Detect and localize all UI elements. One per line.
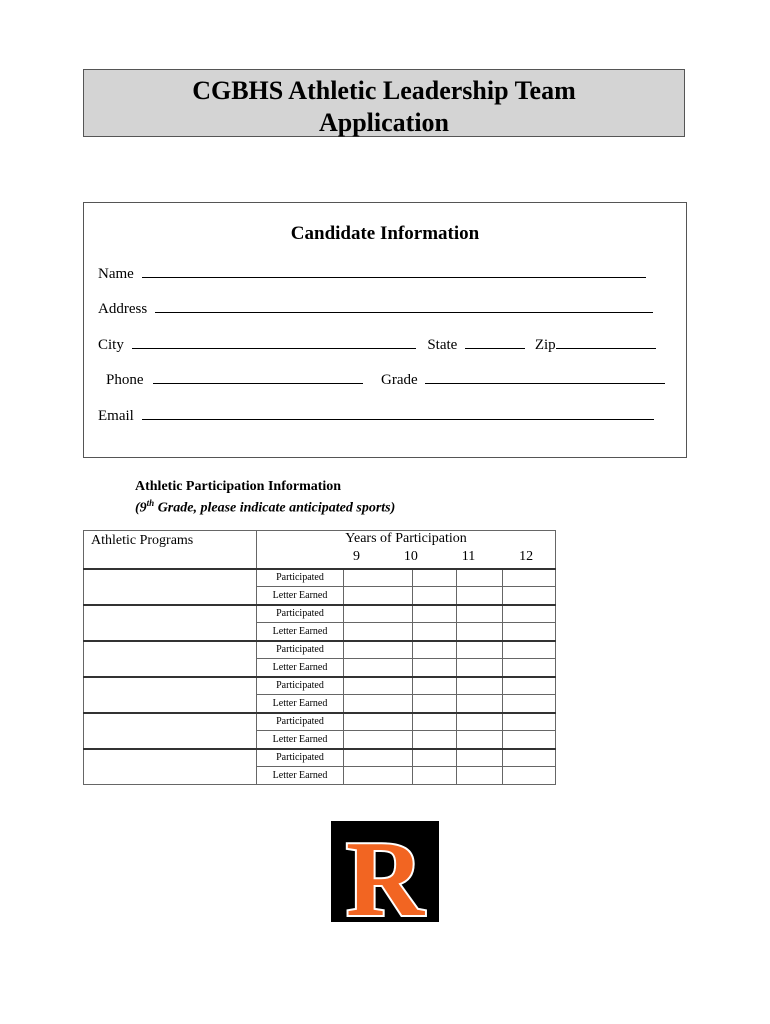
year-cell[interactable] [344,641,413,659]
athletic-sub-sup: th [146,498,155,508]
years-of-participation-label: Years of Participation [345,531,467,546]
year-cell[interactable] [344,695,413,713]
year-9-label: 9 [353,549,360,564]
year-cell[interactable] [344,569,413,587]
email-label: Email [98,408,134,424]
athletic-heading: Athletic Participation Information [135,479,342,494]
year-cell[interactable] [413,731,457,749]
city-state-zip-field [98,335,656,354]
zip-label: Zip [534,337,556,353]
grade-blank[interactable] [425,370,665,384]
name-label: Name [98,266,134,282]
table-row [84,749,556,767]
year-cell[interactable] [457,677,503,695]
year-cell[interactable] [413,767,457,785]
year-cell[interactable] [344,677,413,695]
sport-rows [84,569,556,785]
form-title [83,69,685,137]
participated-label: Participated [257,749,344,767]
year-cell[interactable] [413,713,457,731]
name-blank[interactable] [142,264,646,278]
year-cell[interactable] [503,587,556,605]
logo-letter: R [346,821,424,922]
table-row [84,605,556,623]
year-cell[interactable] [503,677,556,695]
form-title-line2: Application [318,108,450,137]
athletic-sub-rest: Grade, please indicate anticipated sports) [154,500,396,516]
year-cell[interactable] [413,623,457,641]
year-cell[interactable] [344,587,413,605]
name-field [98,264,646,283]
table-row [84,677,556,695]
address-blank[interactable] [155,299,653,313]
sport-name-cell[interactable] [84,569,257,605]
athletic-sub-prefix: (9 [135,500,147,516]
year-cell[interactable] [457,569,503,587]
year-cell[interactable] [344,749,413,767]
years-header [257,531,556,569]
year-cell[interactable] [503,623,556,641]
sport-name-cell[interactable] [84,641,257,677]
year-cell[interactable] [413,641,457,659]
year-cell[interactable] [413,695,457,713]
year-cell[interactable] [503,641,556,659]
candidate-information-section [83,202,687,458]
grade-label: Grade [381,372,418,388]
r-logo-icon [331,821,439,922]
address-field [98,299,653,318]
year-cell[interactable] [413,677,457,695]
letter-earned-label: Letter Earned [257,731,344,749]
athletic-programs-header: Athletic Programs [84,531,257,569]
athletic-participation-table [83,530,556,785]
participated-label: Participated [257,569,344,587]
city-blank[interactable] [132,335,416,349]
year-cell[interactable] [457,767,503,785]
table-row [84,569,556,587]
table-row [84,713,556,731]
participated-label: Participated [257,677,344,695]
year-cell[interactable] [457,587,503,605]
year-cell[interactable] [344,767,413,785]
year-cell[interactable] [503,659,556,677]
candidate-heading: Candidate Information [290,223,480,244]
zip-blank[interactable] [556,335,656,349]
year-cell[interactable] [457,623,503,641]
year-cell[interactable] [344,731,413,749]
year-cell[interactable] [503,767,556,785]
year-cell[interactable] [503,569,556,587]
year-cell[interactable] [413,749,457,767]
year-cell[interactable] [457,731,503,749]
sport-name-cell[interactable] [84,749,257,785]
form-title-line1: CGBHS Athletic Leadership Team [192,76,576,105]
year-cell[interactable] [457,605,503,623]
year-cell[interactable] [413,605,457,623]
table-row [84,641,556,659]
email-field [98,406,654,425]
phone-grade-field [106,370,665,389]
address-label: Address [98,301,148,317]
year-cell[interactable] [344,605,413,623]
email-blank[interactable] [142,406,654,420]
phone-blank[interactable] [153,370,363,384]
table-header-row [84,531,556,569]
participated-label: Participated [257,605,344,623]
sport-name-cell[interactable] [84,677,257,713]
letter-earned-label: Letter Earned [257,659,344,677]
state-blank[interactable] [465,335,525,349]
year-cell[interactable] [503,695,556,713]
year-cell[interactable] [503,713,556,731]
year-cell[interactable] [457,713,503,731]
year-12-label: 12 [519,549,534,564]
state-label: State [427,337,458,353]
athletic-subheading [135,495,395,517]
year-cell[interactable] [413,659,457,677]
year-cell[interactable] [503,605,556,623]
year-cell[interactable] [344,713,413,731]
letter-earned-label: Letter Earned [257,695,344,713]
letter-earned-label: Letter Earned [257,623,344,641]
year-cell[interactable] [413,569,457,587]
letter-earned-label: Letter Earned [257,767,344,785]
year-cell[interactable] [457,659,503,677]
participated-label: Participated [257,713,344,731]
participated-label: Participated [257,641,344,659]
year-cell[interactable] [457,749,503,767]
year-cell[interactable] [503,749,556,767]
sport-name-cell[interactable] [84,713,257,749]
year-cell[interactable] [457,641,503,659]
sport-name-cell[interactable] [84,605,257,641]
city-label: City [98,337,124,353]
year-10-label: 10 [403,549,418,564]
year-cell[interactable] [503,731,556,749]
year-cell[interactable] [457,695,503,713]
year-11-label: 11 [461,549,476,564]
year-cell[interactable] [344,623,413,641]
phone-label: Phone [106,372,144,388]
letter-earned-label: Letter Earned [257,587,344,605]
year-cell[interactable] [413,587,457,605]
year-cell[interactable] [344,659,413,677]
